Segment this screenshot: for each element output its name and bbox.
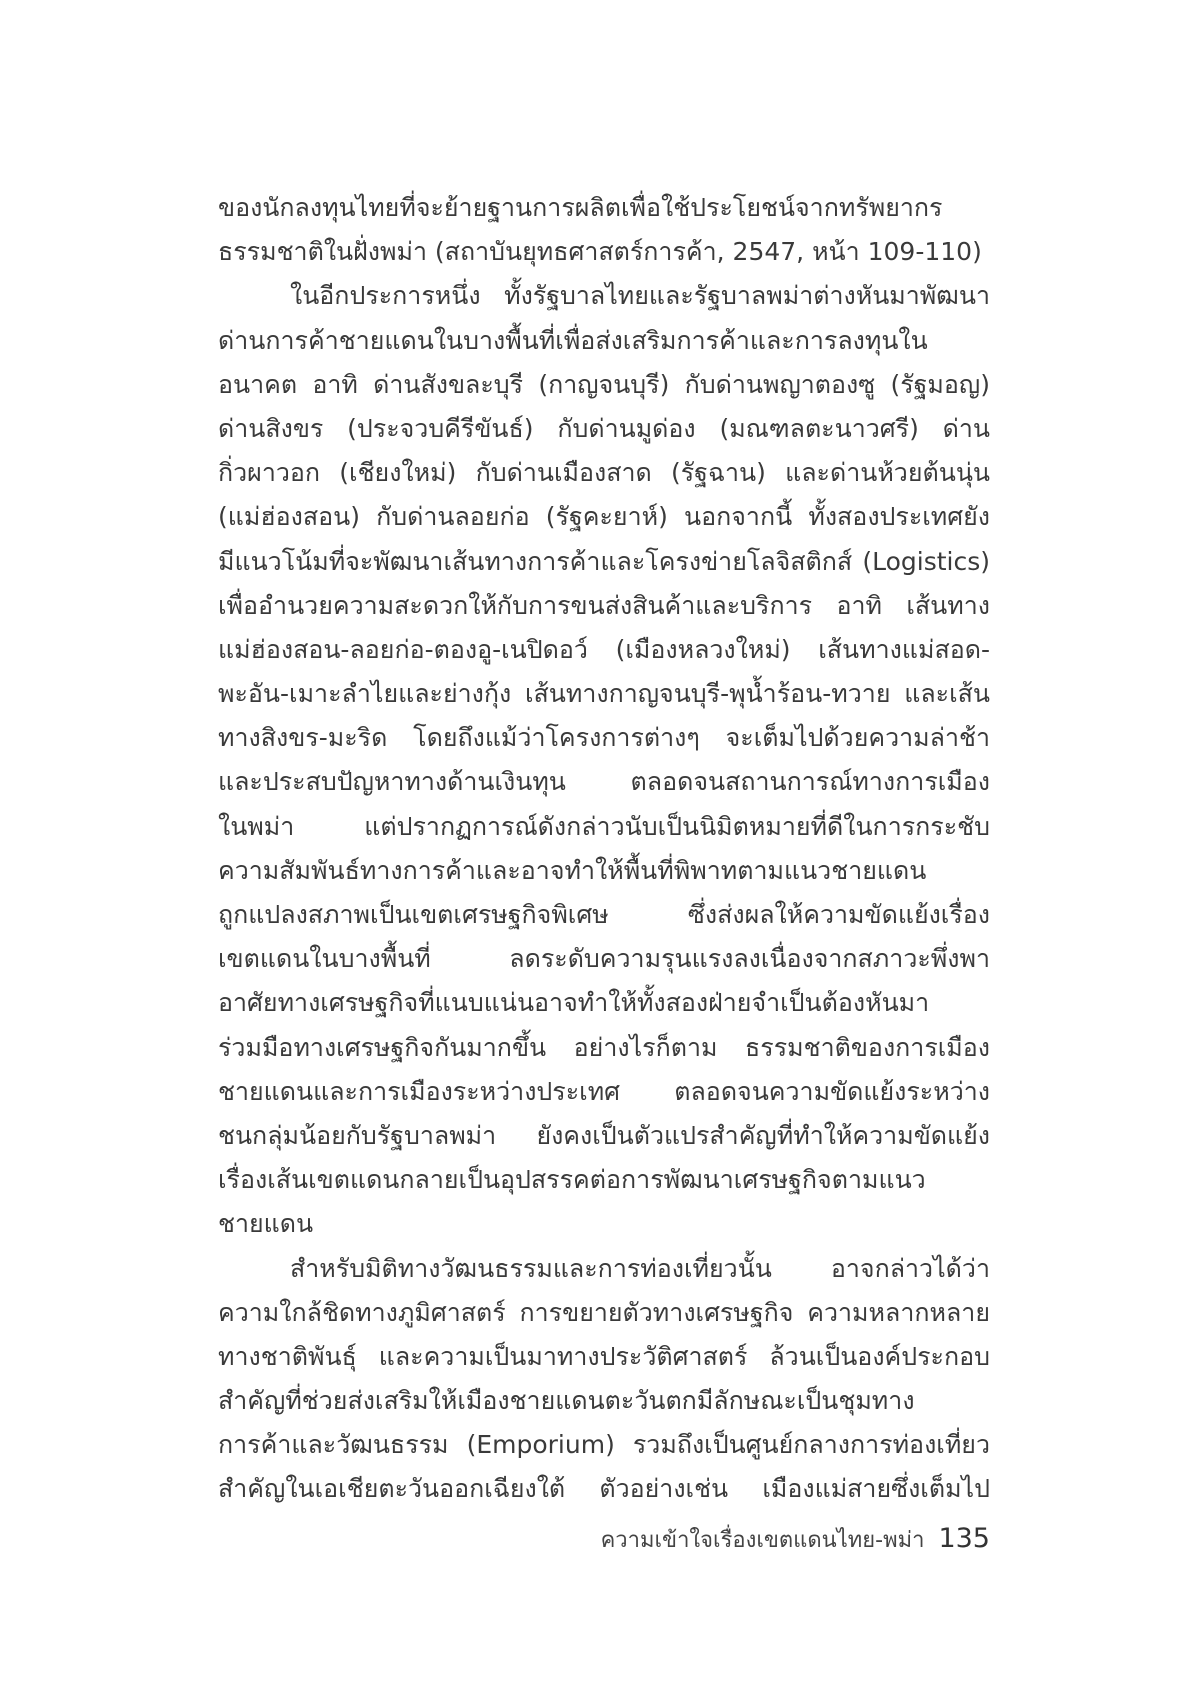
text-line: ด่านสิงขร (ประจวบคีรีขันธ์) กับด่านมูด่อง (มณฑลตะนาวศรี) ด่าน <box>218 413 990 443</box>
body-text <box>218 186 990 1512</box>
paragraph-first-line: ในอีกประการหนึ่ง ทั้งรัฐบาลไทยและรัฐบาลพม่าต่างหันมาพัฒนา <box>290 281 990 311</box>
page-footer <box>601 1519 990 1559</box>
text-line: เพื่ออำนวยความสะดวกให้กับการขนส่งสินค้าและบริการ อาทิ เส้นทาง <box>218 590 990 620</box>
paragraph-first-line: สำหรับมิติทางวัฒนธรรมและการท่องเที่ยวนั้น อาจกล่าวได้ว่า <box>290 1253 990 1283</box>
text-line: ความใกล้ชิดทางภูมิศาสตร์ การขยายตัวทางเศรษฐกิจ ความหลากหลาย <box>218 1297 990 1327</box>
page-number: 135 <box>938 1523 990 1554</box>
text-line: ของนักลงทุนไทยที่จะย้ายฐานการผลิตเพื่อใช้ประโยชน์จากทรัพยากร <box>218 193 943 222</box>
text-line: แม่ฮ่องสอน-ลอยก่อ-ตองอู-เนปิดอว์ (เมืองหลวงใหม่) เส้นทางแม่สอด- <box>218 634 990 664</box>
text-line: เรื่องเส้นเขตแดนกลายเป็นอุปสรรคต่อการพัฒนาเศรษฐกิจตามแนว <box>218 1165 926 1195</box>
text-line: สำคัญที่ช่วยส่งเสริมให้เมืองชายแดนตะวันตกมีลักษณะเป็นชุมทาง <box>218 1386 915 1416</box>
text-line: ธรรมชาติในฝั่งพม่า (สถาบันยุทธศาสตร์การค้า, 2547, หน้า 109-110) <box>218 237 982 267</box>
text-line: พะอัน-เมาะลำไยและย่างกุ้ง เส้นทางกาญจนบุรี-พุน้ำร้อน-ทวาย และเส้น <box>218 679 990 709</box>
text-line: ทางชาติพันธุ์ และความเป็นมาทางประวัติศาสตร์ ล้วนเป็นองค์ประกอบ <box>218 1341 990 1371</box>
text-line: สำคัญในเอเชียตะวันออกเฉียงใต้ ตัวอย่างเช่น เมืองแม่สายซึ่งเต็มไป <box>218 1474 990 1504</box>
text-line: ด่านการค้าชายแดนในบางพื้นที่เพื่อส่งเสริมการค้าและการลงทุนใน <box>218 325 928 355</box>
text-line: เขตแดนในบางพื้นที่ ลดระดับความรุนแรงลงเนื่องจากสภาวะพึ่งพา <box>218 944 990 974</box>
text-line: ชนกลุ่มน้อยกับรัฐบาลพม่า ยังคงเป็นตัวแปรสำคัญที่ทำให้ความขัดแย้ง <box>218 1120 990 1150</box>
text-line: ความสัมพันธ์ทางการค้าและอาจทำให้พื้นที่พิพาทตามแนวชายแดน <box>218 855 927 885</box>
text-line: ร่วมมือทางเศรษฐกิจกันมากขึ้น อย่างไรก็ตาม ธรรมชาติของการเมือง <box>218 1032 990 1062</box>
text-line: การค้าและวัฒนธรรม (Emporium) รวมถึงเป็นศูนย์กลางการท่องเที่ยว <box>218 1430 990 1460</box>
text-line: กิ่วผาวอก (เชียงใหม่) กับด่านเมืองสาด (รัฐฉาน) และด่านห้วยต้นนุ่น <box>218 458 990 488</box>
text-line: อนาคต อาทิ ด่านสังขละบุรี (กาญจนบุรี) กับด่านพญาตองซู (รัฐมอญ) <box>218 369 990 399</box>
text-line: ชายแดน <box>218 1209 314 1239</box>
text-line: ชายแดนและการเมืองระหว่างประเทศ ตลอดจนความขัดแย้งระหว่าง <box>218 1076 990 1106</box>
running-title: ความเข้าใจเรื่องเขตแดนไทย-พม่า <box>600 1528 925 1553</box>
text-line: มีแนวโน้มที่จะพัฒนาเส้นทางการค้าและโครงข่ายโลจิสติกส์ (Logistics) <box>218 546 990 576</box>
text-line: อาศัยทางเศรษฐกิจที่แนบแน่นอาจทำให้ทั้งสองฝ่ายจำเป็นต้องหันมา <box>218 988 930 1018</box>
text-line: (แม่ฮ่องสอน) กับด่านลอยก่อ (รัฐคะยาห์) นอกจากนี้ ทั้งสองประเทศยัง <box>218 502 990 532</box>
text-line: และประสบปัญหาทางด้านเงินทุน ตลอดจนสถานการณ์ทางการเมือง <box>218 767 990 797</box>
text-line: ในพม่า แต่ปรากฏการณ์ดังกล่าวนับเป็นนิมิตหมายที่ดีในการกระชับ <box>218 811 990 841</box>
text-line: ทางสิงขร-มะริด โดยถึงแม้ว่าโครงการต่างๆ จะเต็มไปด้วยความล่าช้า <box>218 723 990 753</box>
text-line: ถูกแปลงสภาพเป็นเขตเศรษฐกิจพิเศษ ซึ่งส่งผลให้ความขัดแย้งเรื่อง <box>218 900 990 929</box>
